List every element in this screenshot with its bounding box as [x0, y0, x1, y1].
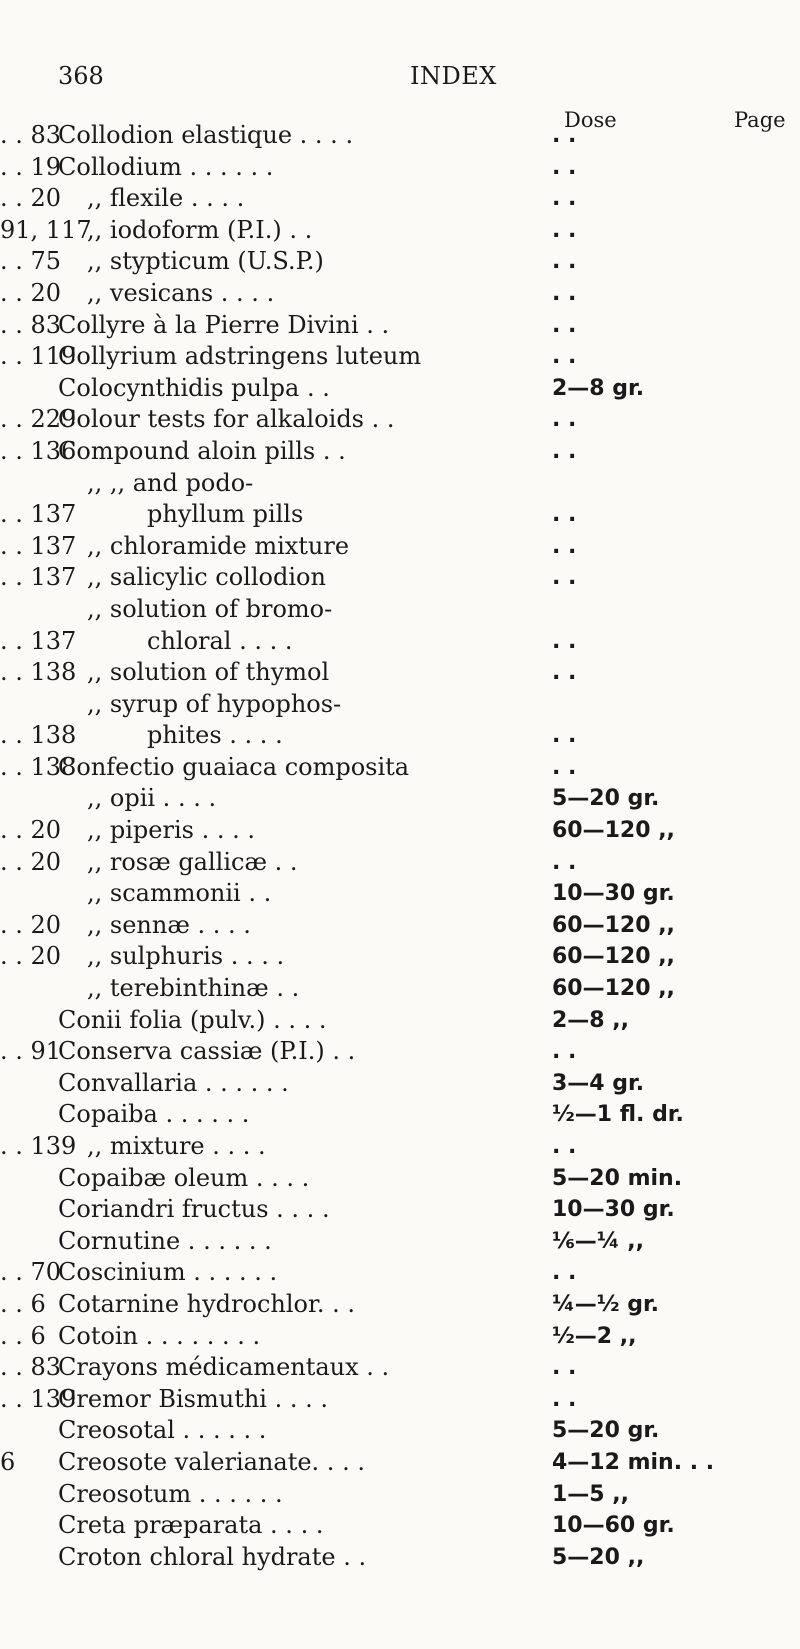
- entry-page: . . 83: [0, 1353, 62, 1382]
- entry-name: ,, vesicans . . . .: [87, 278, 275, 307]
- entry-dose: . .: [552, 438, 577, 464]
- index-row: [0, 1099, 800, 1131]
- entry-page: . . 20: [0, 847, 62, 876]
- entry-name: ,, scammonii . .: [87, 879, 272, 908]
- entry-page: . . 19: [0, 152, 62, 181]
- index-row: [0, 752, 800, 784]
- entry-dose: . .: [552, 565, 577, 591]
- index-row: [0, 1542, 800, 1574]
- index-row: [0, 531, 800, 563]
- index-row: [0, 373, 800, 405]
- index-row: [0, 1479, 800, 1511]
- entry-name: Collyre à la Pierre Divini . .: [58, 310, 390, 339]
- index-row: [0, 1384, 800, 1416]
- entry-name: ,, chloramide mixture: [87, 531, 350, 560]
- entry-page: . . 20: [0, 910, 62, 939]
- index-row: [0, 1415, 800, 1447]
- page-number: 368: [58, 62, 104, 90]
- index-row: [0, 183, 800, 215]
- entry-dose: ¼—½ gr.: [552, 1291, 660, 1317]
- entry-name: Collodion elastique . . . .: [58, 121, 354, 149]
- entry-name: ,, solution of bromo-: [87, 594, 333, 623]
- entry-dose: 10—30 gr.: [552, 881, 675, 907]
- index-row: [0, 562, 800, 594]
- entry-name: Creosote valerianate. . . .: [58, 1447, 365, 1476]
- entry-name: Convallaria . . . . . .: [58, 1068, 289, 1097]
- entry-name: chloral . . . .: [147, 626, 293, 655]
- entry-dose: 5—20 gr.: [552, 1418, 660, 1444]
- index-row: [0, 1321, 800, 1353]
- entry-page: . . 137: [0, 626, 77, 655]
- entry-dose: . .: [552, 217, 577, 243]
- entry-name: ,, stypticum (U.S.P.): [87, 247, 324, 276]
- entry-page: . . 139: [0, 1384, 77, 1413]
- entry-dose: . .: [552, 1386, 577, 1412]
- entry-page: . . 20: [0, 942, 62, 971]
- entry-name: Cotoin . . . . . . . .: [58, 1321, 261, 1350]
- column-header-page: Page: [734, 108, 786, 132]
- entry-name: Copaiba . . . . . .: [58, 1100, 250, 1129]
- entry-dose: . .: [552, 1355, 577, 1381]
- entry-dose: . .: [552, 407, 577, 433]
- entry-name: ,, salicylic collodion: [87, 563, 326, 592]
- entry-page: . . 137: [0, 500, 77, 529]
- entry-dose: . .: [552, 1260, 577, 1286]
- entry-dose: . .: [552, 186, 577, 212]
- index-row: [0, 215, 800, 247]
- entry-dose: 60—120 ,,: [552, 944, 675, 970]
- entry-name: Crayons médicamentaux . .: [58, 1353, 390, 1382]
- index-row: [0, 499, 800, 531]
- entry-dose: 10—30 gr.: [552, 1197, 675, 1223]
- entry-name: ,, piperis . . . .: [87, 816, 255, 845]
- index-row: [0, 783, 800, 815]
- entry-name: ,, flexile . . . .: [87, 184, 245, 213]
- entry-name: ,, sennæ . . . .: [87, 910, 251, 939]
- index-row: [0, 246, 800, 278]
- entry-page: . . 138: [0, 721, 77, 750]
- index-row: [0, 1005, 800, 1037]
- entry-page: . . 20: [0, 816, 62, 845]
- index-row: [0, 910, 800, 942]
- entry-name: Compound aloin pills . .: [58, 436, 346, 465]
- index-row: [0, 815, 800, 847]
- entry-page: 6: [0, 1447, 16, 1476]
- entry-name: Creta præparata . . . .: [58, 1511, 324, 1540]
- entry-dose: 1—5 ,,: [552, 1481, 629, 1507]
- index-row: [0, 1036, 800, 1068]
- entry-dose: 3—4 gr.: [552, 1070, 645, 1096]
- entry-name: Collodium . . . . . .: [58, 152, 274, 181]
- entry-page: . . 83: [0, 121, 62, 149]
- index-row: [0, 1447, 800, 1479]
- entry-name: Creosotum . . . . . .: [58, 1479, 283, 1508]
- entry-name: ,, rosæ gallicæ . .: [87, 847, 298, 876]
- entry-dose: . .: [552, 249, 577, 275]
- entry-page: . . 91: [0, 1037, 62, 1066]
- entry-dose: 5—20 gr.: [552, 786, 660, 812]
- entry-page: . . 138: [0, 752, 77, 781]
- entry-name: Confectio guaiaca composita: [58, 752, 410, 781]
- entry-name: ,, solution of thymol: [87, 658, 330, 687]
- index-row: [0, 973, 800, 1005]
- entry-page: . . 20: [0, 278, 62, 307]
- entry-name: Croton chloral hydrate . .: [58, 1542, 367, 1571]
- entry-page: . . 20: [0, 184, 62, 213]
- index-row: [0, 1289, 800, 1321]
- entry-name: ,, ,, and podo-: [87, 468, 254, 497]
- column-header-dose: Dose: [564, 108, 617, 132]
- entry-name: ,, iodoform (P.I.) . .: [87, 215, 313, 244]
- entry-page: 91, 117: [0, 215, 92, 244]
- entry-page: . . 229: [0, 405, 77, 434]
- entry-dose: 60—120 ,,: [552, 976, 675, 1002]
- index-row: [0, 941, 800, 973]
- index-row: [0, 626, 800, 658]
- entry-name: phites . . . .: [147, 721, 283, 750]
- index-row: [0, 278, 800, 310]
- entry-dose: 5—20 min.: [552, 1165, 683, 1191]
- entry-page: . . 70: [0, 1258, 62, 1287]
- entry-dose: . .: [552, 280, 577, 306]
- entry-dose: 2—8 gr.: [552, 375, 645, 401]
- index-row: [0, 436, 800, 468]
- entry-name: Coscinium . . . . . .: [58, 1258, 278, 1287]
- entry-dose: . .: [552, 533, 577, 559]
- index-row: [0, 1352, 800, 1384]
- index-row: [0, 847, 800, 879]
- entry-dose: . .: [552, 723, 577, 749]
- entry-page: . . 6: [0, 1289, 46, 1318]
- entry-dose: . .: [552, 1039, 577, 1065]
- entry-dose: . .: [552, 312, 577, 338]
- entry-page: . . 138: [0, 658, 77, 687]
- entry-dose: . .: [552, 502, 577, 528]
- entry-dose: . .: [552, 660, 577, 686]
- index-row: [0, 657, 800, 689]
- entry-name: Conserva cassiæ (P.I.) . .: [58, 1037, 356, 1066]
- entry-name: Creosotal . . . . . .: [58, 1416, 267, 1445]
- entry-name: Coriandri fructus . . . .: [58, 1195, 330, 1224]
- index-row: [0, 1257, 800, 1289]
- index-row: [0, 1131, 800, 1163]
- entry-dose: . .: [552, 1134, 577, 1159]
- index-row: [0, 404, 800, 436]
- entry-dose: . .: [552, 849, 577, 875]
- entry-dose: 60—120 ,,: [552, 818, 675, 844]
- index-row: [0, 689, 800, 721]
- entry-dose: ½—2 ,,: [552, 1323, 637, 1349]
- entry-dose: . .: [552, 628, 577, 654]
- page-header: [58, 62, 780, 96]
- entry-dose: . .: [552, 344, 577, 370]
- index-row: [0, 878, 800, 910]
- index-row: [0, 1226, 800, 1258]
- entry-name: ,, terebinthinæ . .: [87, 974, 300, 1003]
- entry-page: . . 136: [0, 436, 77, 465]
- entry-name: Collyrium adstringens luteum: [58, 342, 422, 371]
- entry-dose: 4—12 min. . .: [552, 1449, 715, 1475]
- entry-name: Cotarnine hydrochlor. . .: [58, 1289, 355, 1318]
- entry-dose: 60—120 ,,: [552, 912, 675, 938]
- entry-page: . . 75: [0, 247, 62, 276]
- index-row: [0, 1510, 800, 1542]
- index-entries: [0, 120, 800, 1573]
- entry-name: ,, opii . . . .: [87, 784, 217, 813]
- entry-page: . . 137: [0, 531, 77, 560]
- index-row: [0, 720, 800, 752]
- index-row: [0, 152, 800, 184]
- index-row: [0, 594, 800, 626]
- index-row: [0, 468, 800, 500]
- entry-dose: 2—8 ,,: [552, 1007, 629, 1033]
- entry-page: . . 139: [0, 1132, 77, 1160]
- index-row: [0, 1163, 800, 1195]
- entry-page: . . 119: [0, 342, 77, 371]
- index-row: [0, 1068, 800, 1100]
- entry-name: ,, syrup of hypophos-: [87, 689, 342, 718]
- entry-page: . . 83: [0, 310, 62, 339]
- entry-name: Copaibæ oleum . . . .: [58, 1163, 310, 1192]
- entry-dose: . .: [552, 754, 577, 780]
- entry-page: . . 137: [0, 563, 77, 592]
- entry-dose: ½—1 fl. dr.: [552, 1102, 684, 1128]
- entry-name: Colocynthidis pulpa . .: [58, 373, 330, 402]
- entry-dose: ⅙—¼ ,,: [552, 1228, 644, 1254]
- index-row: [0, 120, 800, 152]
- entry-name: Conii folia (pulv.) . . . .: [58, 1005, 327, 1034]
- entry-dose: . .: [552, 123, 577, 148]
- entry-name: Cornutine . . . . . .: [58, 1226, 272, 1255]
- entry-name: Colour tests for alkaloids . .: [58, 405, 395, 434]
- index-row: [0, 310, 800, 342]
- entry-dose: 10—60 gr.: [552, 1513, 675, 1539]
- entry-name: phyllum pills: [147, 500, 304, 529]
- index-row: [0, 341, 800, 373]
- entry-name: ,, mixture . . . .: [87, 1132, 266, 1160]
- entry-page: . . 6: [0, 1321, 46, 1350]
- entry-name: Cremor Bismuthi . . . .: [58, 1384, 328, 1413]
- index-row: [0, 1194, 800, 1226]
- entry-dose: 5—20 ,,: [552, 1544, 645, 1570]
- page-title: INDEX: [410, 62, 497, 90]
- entry-name: ,, sulphuris . . . .: [87, 942, 285, 971]
- entry-dose: . .: [552, 154, 577, 180]
